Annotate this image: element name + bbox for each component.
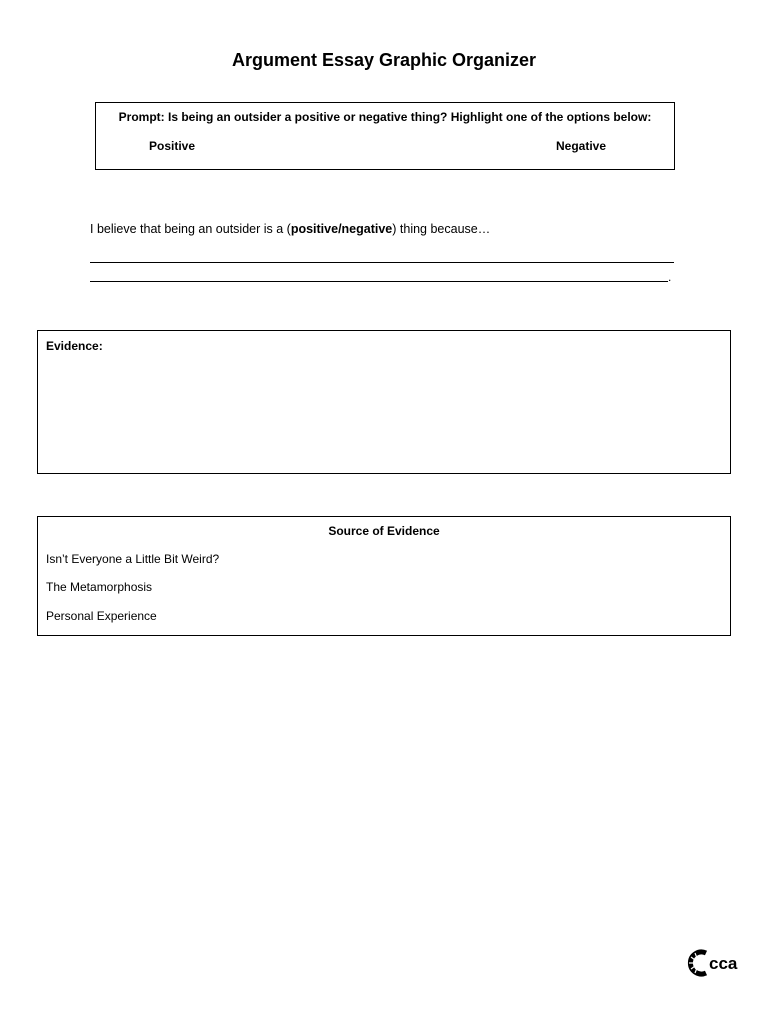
evidence-label: Evidence: [46, 339, 103, 353]
prompt-box [95, 102, 675, 170]
cca-logo [686, 948, 748, 978]
belief-text-after: ) thing because… [392, 222, 491, 236]
logo-text: cca [709, 954, 738, 973]
belief-choice: positive/negative [290, 222, 393, 236]
option-positive[interactable]: Positive [149, 139, 196, 153]
prompt-text: Prompt: Is being an outsider a positive or negative thing? Highlight one of the options below: [118, 110, 652, 124]
answer-line-period: . [668, 270, 672, 284]
page-title: Argument Essay Graphic Organizer [231, 50, 537, 70]
cca-logo-icon [686, 948, 748, 978]
prompt-divider [241, 169, 529, 170]
answer-line[interactable] [90, 281, 668, 282]
option-negative[interactable]: Negative [556, 139, 607, 153]
belief-statement [90, 221, 490, 237]
source-item: Isn’t Everyone a Little Bit Weird? [46, 552, 220, 566]
source-item: The Metamorphosis [46, 580, 153, 594]
source-box [37, 516, 731, 636]
answer-line[interactable] [90, 262, 674, 263]
belief-text-before: I believe that being an outsider is a ( [90, 222, 291, 236]
source-item: Personal Experience [46, 609, 157, 623]
source-heading: Source of Evidence [328, 524, 440, 538]
evidence-box[interactable] [37, 330, 731, 474]
